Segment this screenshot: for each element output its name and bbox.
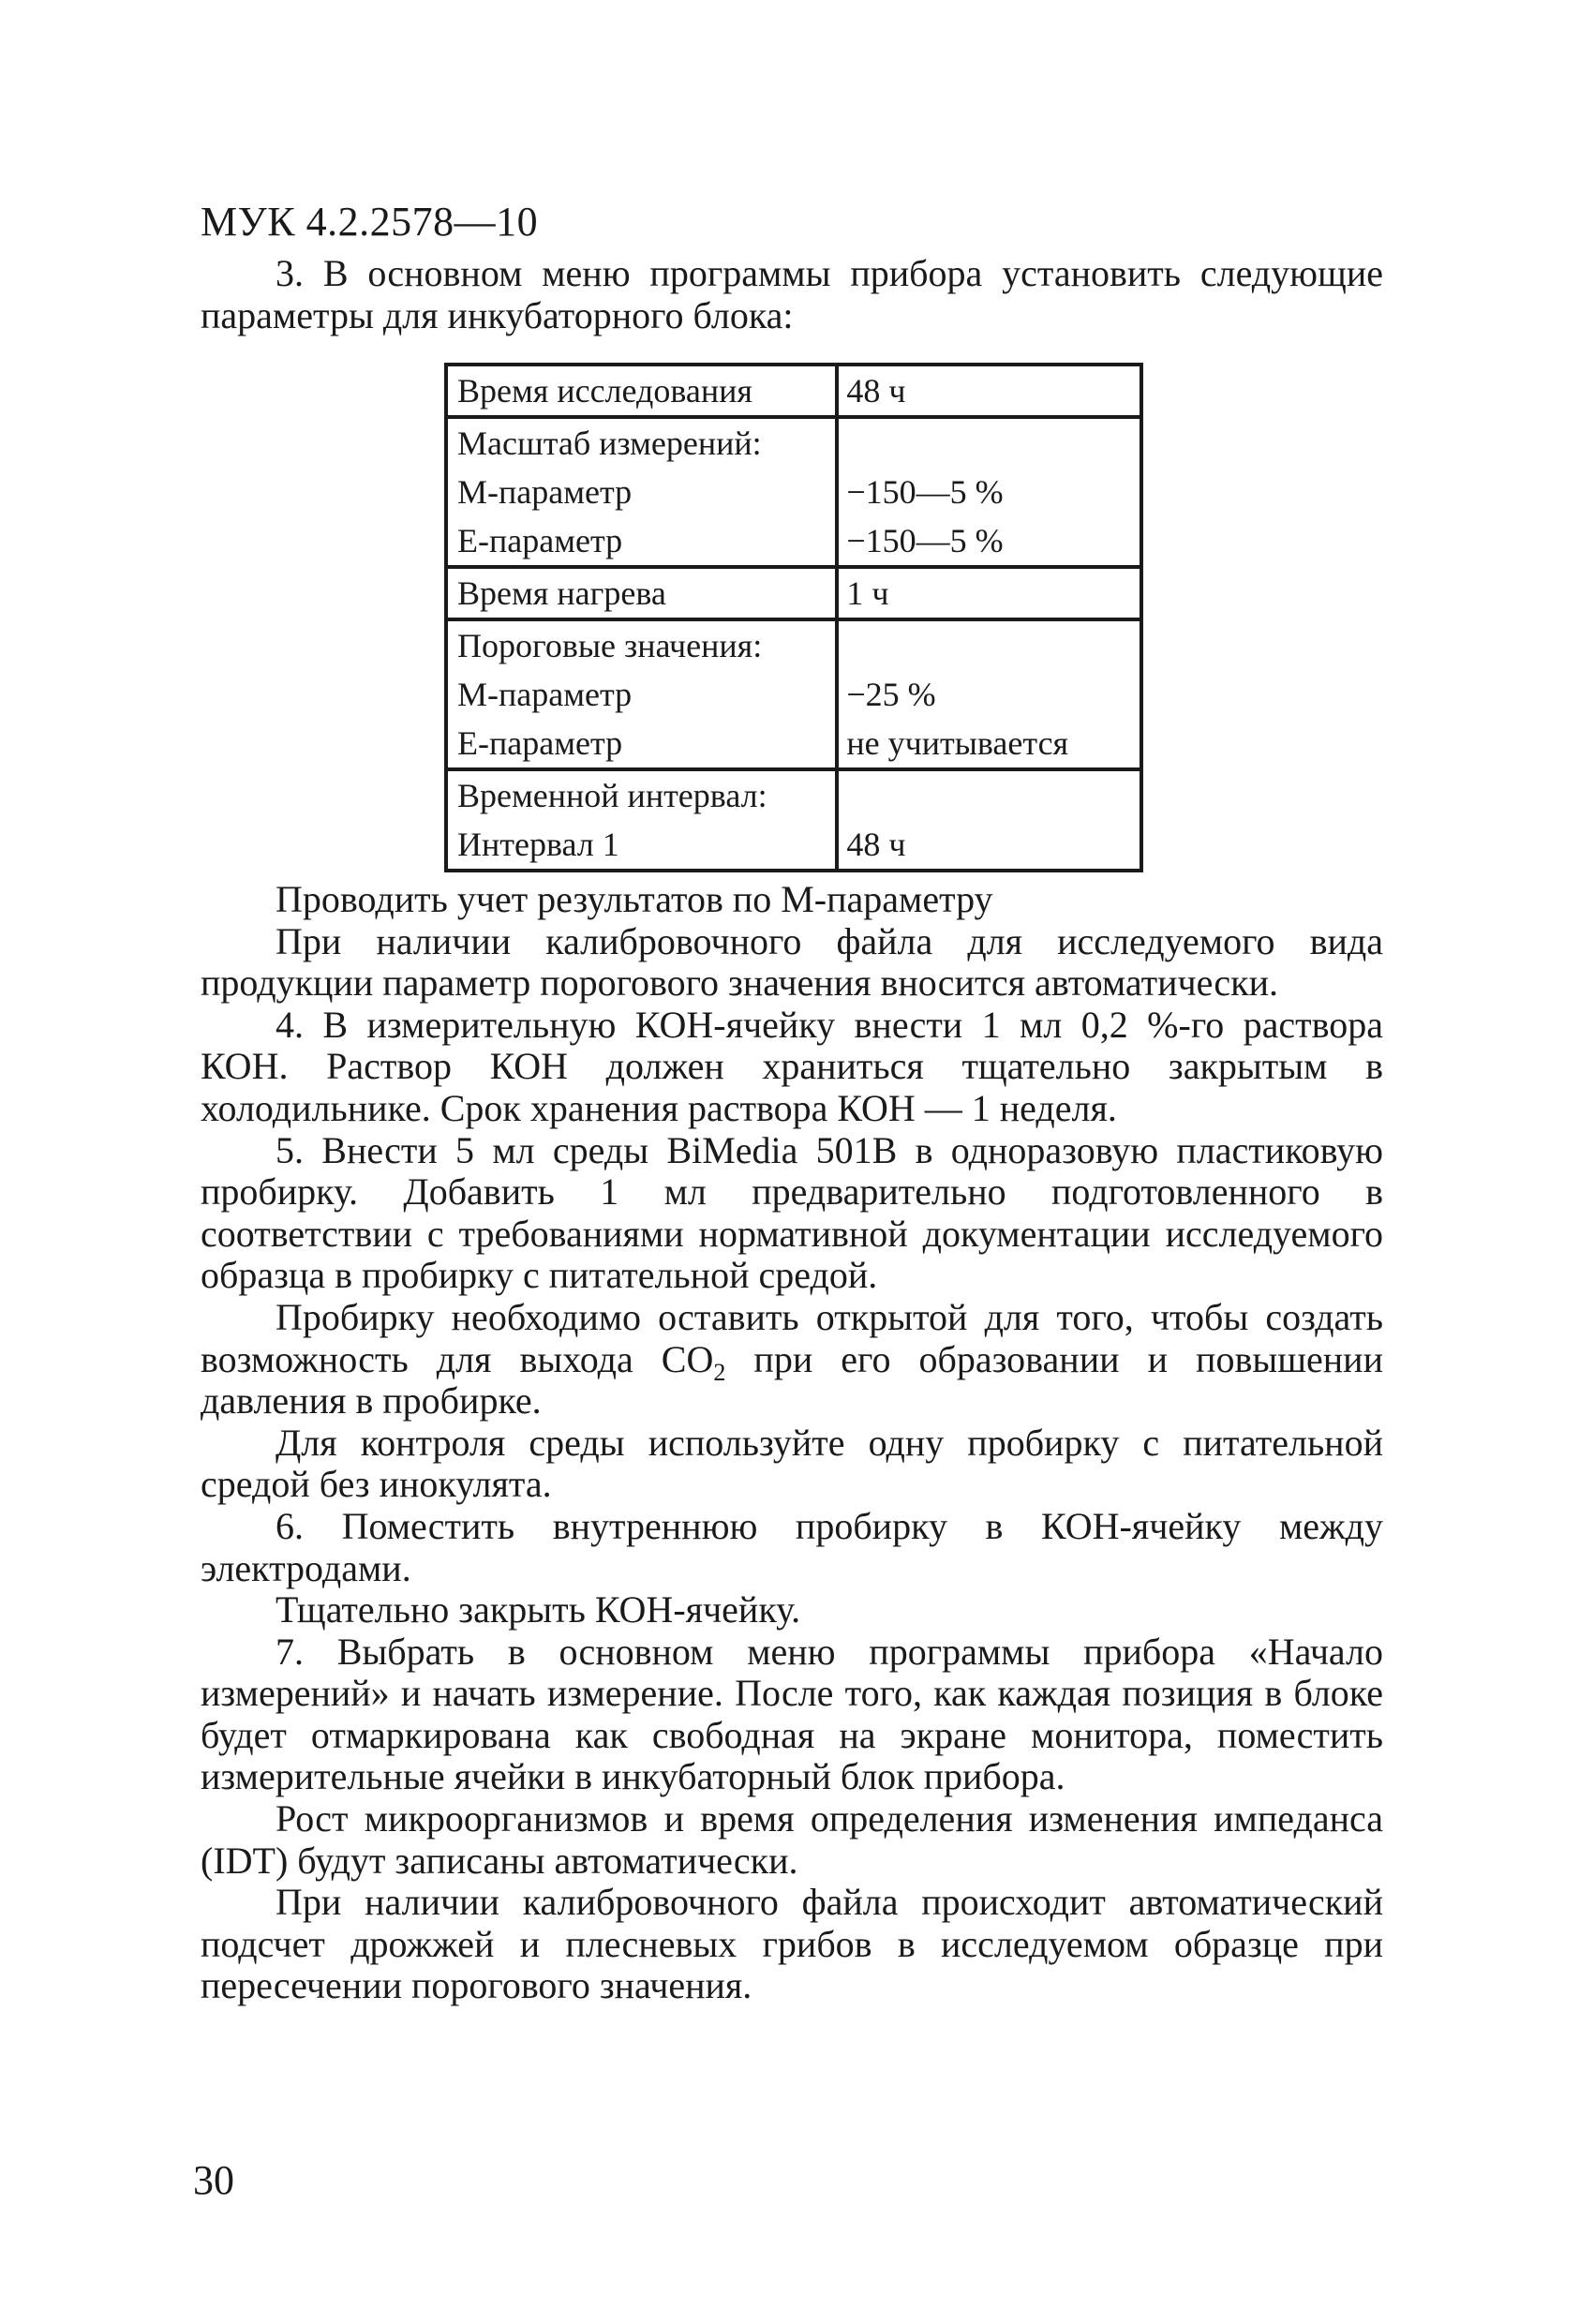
parameter-value [846, 621, 1130, 670]
parameter-value [846, 771, 1130, 820]
parameter-label-cell [446, 567, 837, 619]
subscript: 2 [713, 1358, 726, 1386]
parameter-value-cell [837, 619, 1141, 769]
document-header: МУК 4.2.2578—10 [201, 199, 539, 245]
table-row [446, 365, 1141, 417]
parameter-label: М-параметр [457, 676, 633, 713]
table-row [446, 417, 1141, 567]
body-paragraph: При наличии калибровочного файла для исследуемого вида продукции параметр порогового значения вносится автоматически. [201, 919, 1383, 1005]
parameter-value-cell [837, 417, 1141, 567]
parameters-table [444, 363, 1143, 872]
page-number: 30 [193, 2157, 234, 2203]
parameter-label: Интервал 1 [457, 826, 619, 863]
parameter-value: −150—5 % [846, 522, 1004, 559]
parameter-value-cell [837, 567, 1141, 619]
body-paragraph [201, 1297, 1383, 1423]
body-paragraph: При наличии калибровочного файла происходит автоматический подсчет дрожжей и плесневых грибов в исследуемом образце при пересечении порогового значения. [201, 1881, 1383, 2007]
intro-paragraph: 3. В основном меню программы прибора установить следующие параметры для инкубаторного блока: [201, 252, 1383, 336]
parameter-label: М-параметр [457, 473, 633, 511]
parameter-value: 1 ч [846, 574, 889, 612]
body-paragraph: Тщательно закрыть КОН-ячейку. [276, 1588, 801, 1631]
parameter-label-cell [446, 417, 837, 567]
paragraph-text: при его образовании и повышении давления в пробирке. [201, 1337, 1383, 1423]
parameter-value: 48 ч [846, 372, 906, 410]
parameter-label: Е-параметр [457, 724, 623, 762]
parameter-value: −25 % [846, 676, 936, 713]
intro-block [201, 253, 1383, 336]
parameter-label-cell [446, 365, 837, 417]
parameter-label: Масштаб измерений: [457, 425, 762, 462]
body-paragraph: Для контроля среды используйте одну пробирку с питательной средой без инокулята. [201, 1421, 1383, 1506]
body-paragraph: 7. Выбрать в основном меню программы прибора «Начало измерений» и начать измерение. После того, как каждая позиция в блоке будет отмаркирована как свободная на экране монитора, поместить измерительные ячейки в инкубаторный блок прибора. [201, 1630, 1383, 1798]
parameter-value: 48 ч [846, 826, 906, 863]
parameter-label-cell [446, 769, 837, 871]
body-paragraph: 6. Поместить внутреннюю пробирку в КОН-ячейку между электродами. [201, 1504, 1383, 1589]
parameter-label-cell [446, 619, 837, 769]
body-text [201, 879, 1383, 2007]
parameter-value-cell [837, 769, 1141, 871]
parameter-value [846, 419, 1130, 468]
table-row [446, 619, 1141, 769]
table-row [446, 769, 1141, 871]
parameter-label: Пороговые значения: [457, 627, 763, 664]
body-paragraph: Рост микроорганизмов и время определения изменения импеданса (IDT) будут записаны автоматически. [201, 1797, 1383, 1882]
parameter-value-cell [837, 365, 1141, 417]
parameter-value: не учитывается [846, 724, 1069, 762]
table-row [446, 567, 1141, 619]
parameter-label: Время исследования [457, 372, 752, 410]
body-paragraph: Проводить учет результатов по М-параметру [276, 878, 993, 920]
body-paragraph: 5. Внести 5 мл среды BiMedia 501B в одноразовую пластиковую пробирку. Добавить 1 мл предварительно подготовленного в соответствии с требованиями нормативной документации исследуемого образца в пробирку с питательной средой. [201, 1128, 1383, 1297]
parameter-label: Временной интервал: [457, 777, 767, 814]
parameters-table-body [446, 365, 1141, 871]
parameter-label: Е-параметр [457, 522, 623, 559]
paragraph-text: Пробирку необходимо оставить открытой для того, чтобы создать возможность для выхода СО [201, 1295, 1383, 1380]
body-paragraph: 4. В измерительную КОН-ячейку внести 1 мл 0,2 %-го раствора КОН. Раствор КОН должен храниться тщательно закрытым в холодильнике. Срок хранения раствора КОН — 1 неделя. [201, 1003, 1383, 1129]
parameter-value: −150—5 % [846, 473, 1004, 511]
parameter-label: Время нагрева [457, 574, 666, 612]
